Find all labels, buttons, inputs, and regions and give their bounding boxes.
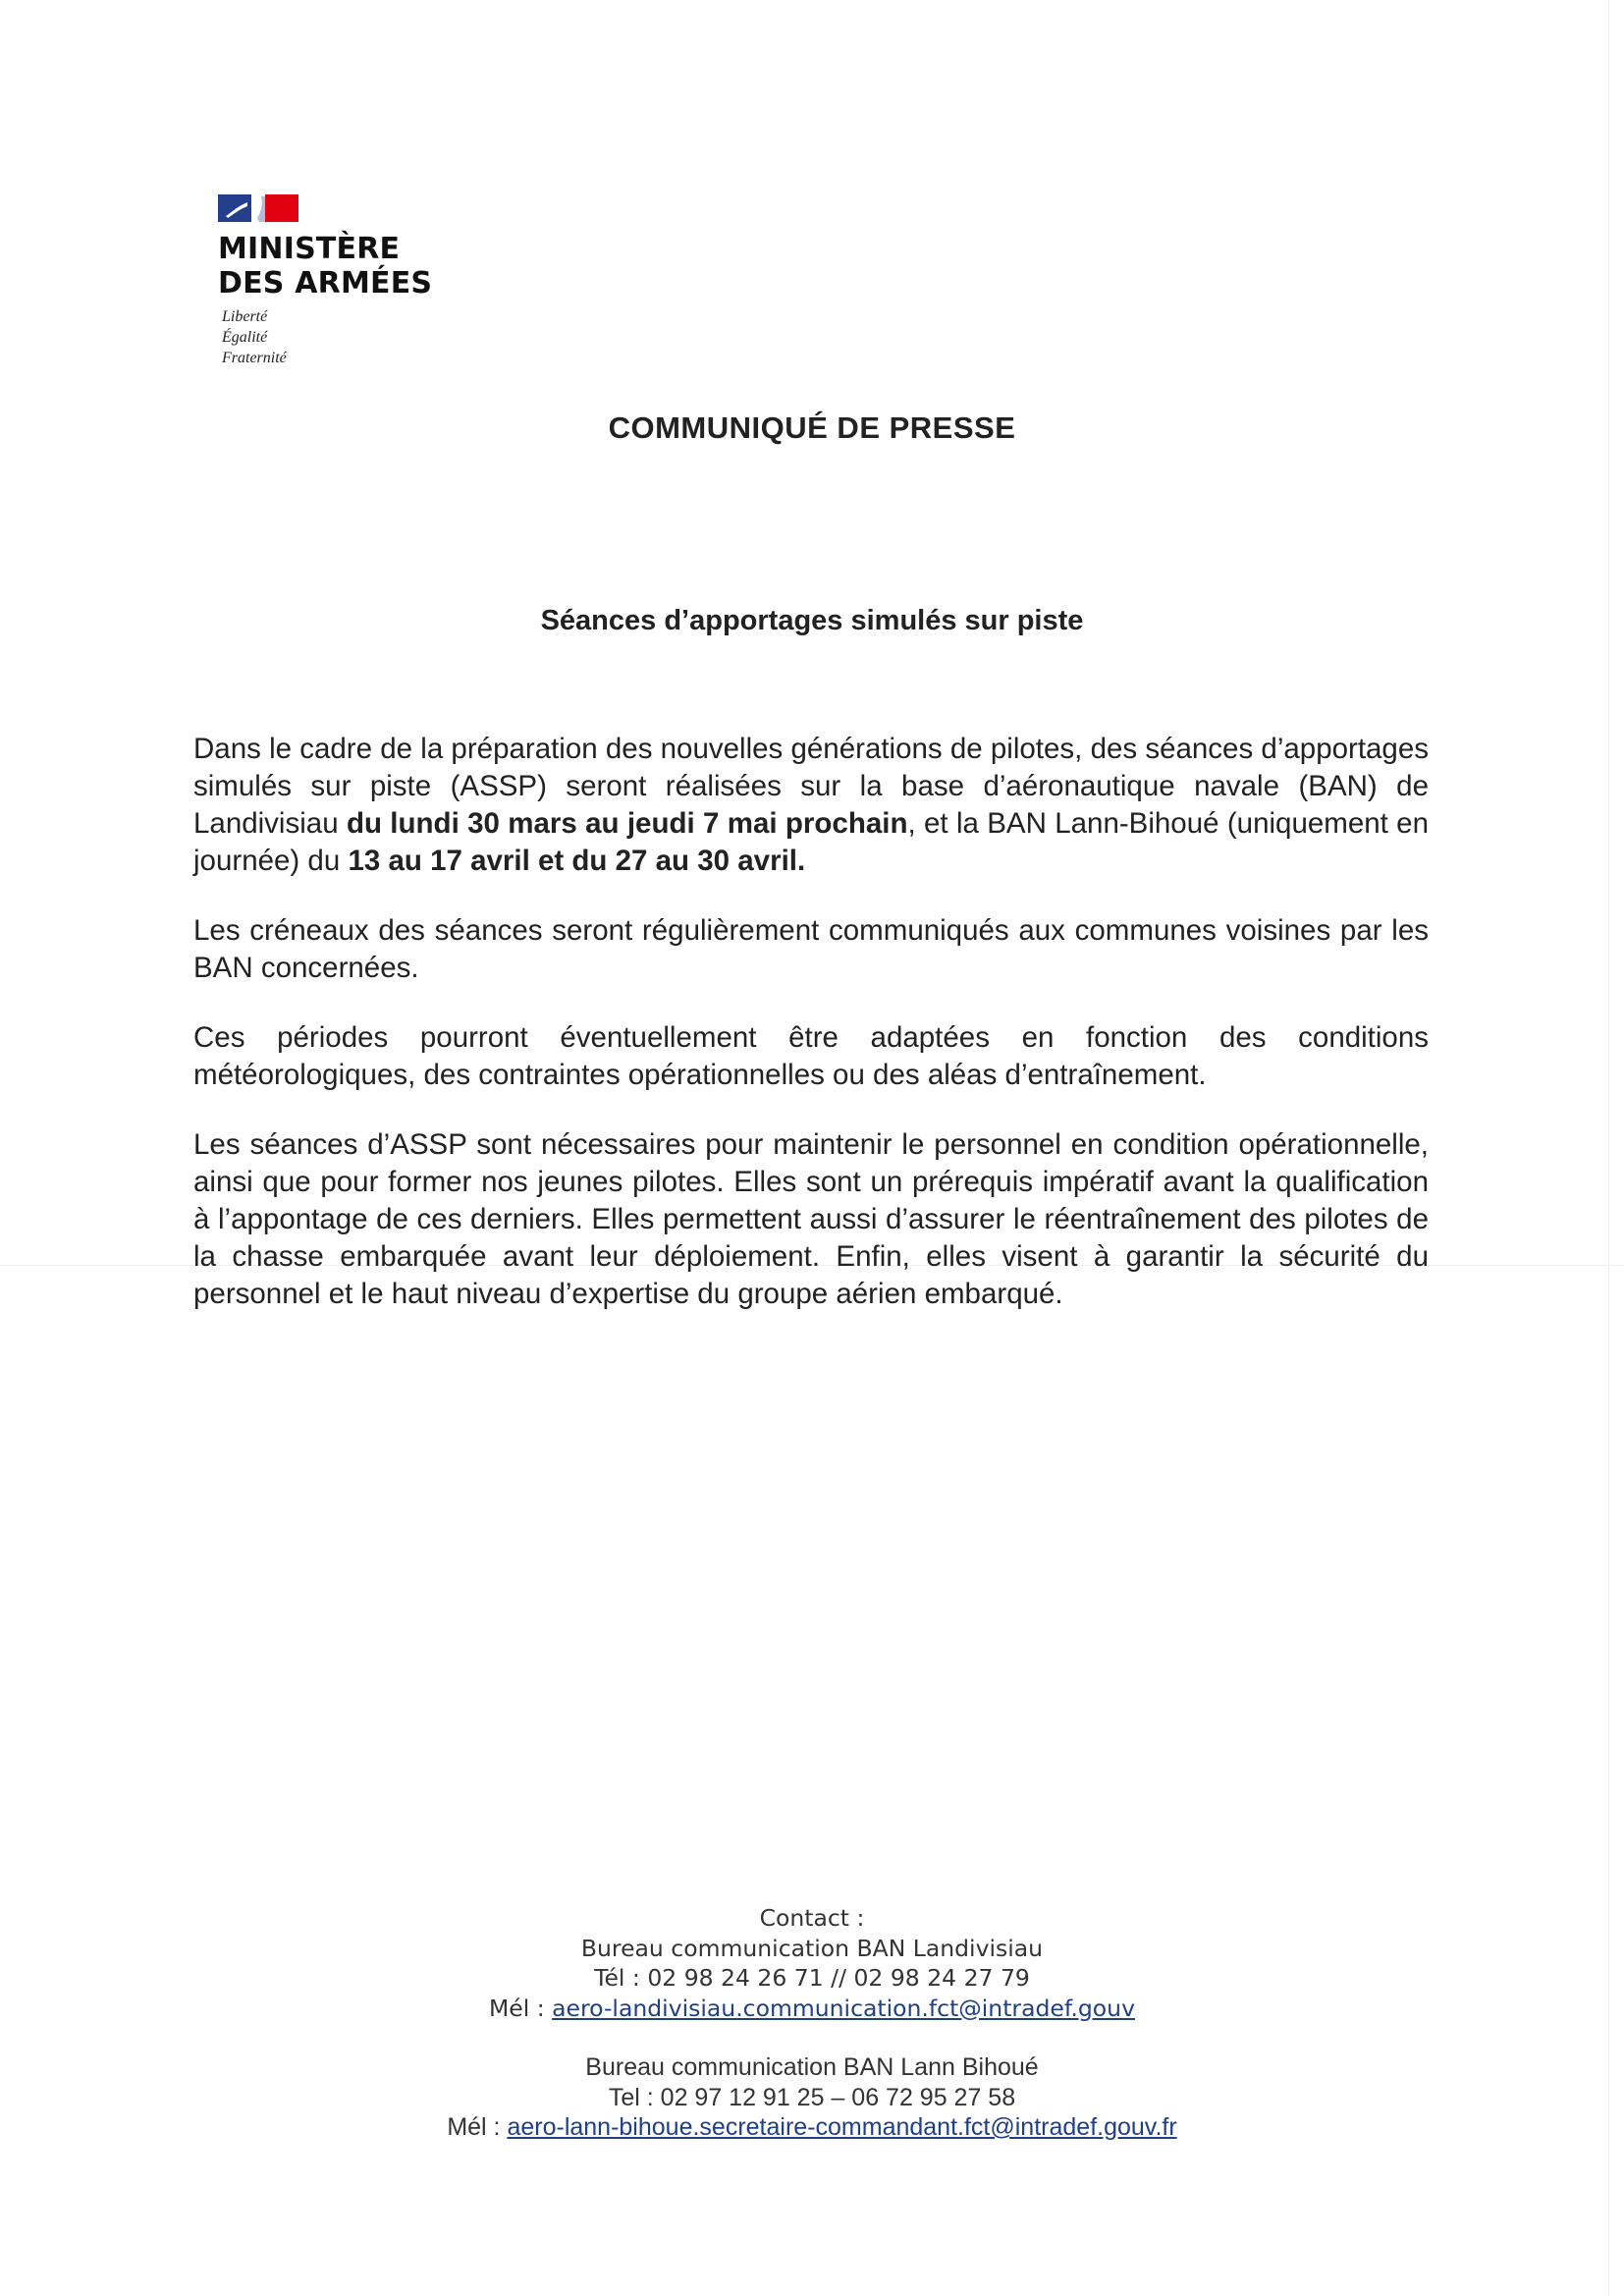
mel-label: Mél : xyxy=(447,2113,508,2141)
marianne-icon xyxy=(218,192,300,224)
motto-egalite: Égalité xyxy=(222,329,268,346)
paragraph-1-text-b: , et la BAN Lann-Bihoué (uniquement en journée) du xyxy=(193,807,1429,877)
contact-lann-bihoue-email-link[interactable]: aero-lann-bihoue.secretaire-commandant.fct@intradef.gouv.fr xyxy=(507,2113,1177,2141)
contact-lann-bihoue-name: Bureau communication BAN Lann Bihoué xyxy=(585,2053,1039,2081)
paragraph-3: Ces périodes pourront éventuellement être adaptées en fonction des conditions météorologiques, des contraintes opérationnelles ou des aléas d’entraînement. xyxy=(193,1021,1429,1091)
republic-motto xyxy=(218,306,473,368)
ministry-name xyxy=(218,232,473,301)
ministry-logo xyxy=(218,192,473,368)
ministry-line-1: MINISTÈRE xyxy=(218,232,401,266)
contact-landivisiau-mel xyxy=(0,1994,1624,2024)
paragraph-1-dates-lann-bihoue: 13 au 17 avril et du 27 au 30 avril. xyxy=(348,845,806,877)
document-title: COMMUNIQUÉ DE PRESSE xyxy=(608,410,1016,445)
document-subject: Séances d’apportages simulés sur piste xyxy=(540,605,1084,636)
mel-label: Mél : xyxy=(489,1994,553,2022)
motto-fraternite: Fraternité xyxy=(222,350,287,366)
contact-lann-bihoue-mel xyxy=(0,2112,1624,2143)
contact-landivisiau-email-link[interactable]: aero-landivisiau.communication.fct@intradef.gouv xyxy=(552,1994,1135,2022)
contact-lann-bihoue xyxy=(0,2052,1624,2143)
paragraph-2: Les créneaux des séances seront régulièrement communiqués aux communes voisines par les BAN concernées. xyxy=(193,914,1429,984)
contact-landivisiau-name: Bureau communication BAN Landivisiau xyxy=(580,1934,1044,1962)
document-body xyxy=(193,731,1429,1345)
ministry-line-2: DES ARMÉES xyxy=(218,266,433,301)
marianne-flag-icon xyxy=(218,192,473,224)
contact-lann-bihoue-tel: Tel : 02 97 12 91 25 – 06 72 95 27 58 xyxy=(608,2083,1016,2111)
paragraph-1 xyxy=(193,731,1429,880)
motto-liberte: Liberté xyxy=(222,308,268,325)
paragraph-4: Les séances d’ASSP sont nécessaires pour maintenir le personnel en condition opérationnelle, ainsi que pour former nos jeunes pilotes. Elles sont un prérequis impératif avant la qualification à l’appontage de ces derniers. Elles permettent aussi d’assurer le réentraînement des pilotes de la chasse embarquée avant leur déploiement. Enfin, elles visent à garantir la sécurité du personnel et le haut niveau d’expertise du groupe aérien embarqué. xyxy=(193,1128,1429,1310)
contact-landivisiau-tel: Tél : 02 98 24 26 71 // 02 98 24 27 79 xyxy=(594,1964,1030,1992)
paragraph-1-text-a: Dans le cadre de la préparation des nouvelles générations de pilotes, des séances d’apportages simulés sur piste (ASSP) seront réalisées sur la base d’aéronautique navale (BAN) de Landivisiau xyxy=(193,733,1429,840)
contact-landivisiau xyxy=(0,1903,1624,2023)
paragraph-1-dates-landivisiau: du lundi 30 mars au jeudi 7 mai prochain xyxy=(346,807,908,840)
contact-heading: Contact : xyxy=(759,1904,865,1932)
